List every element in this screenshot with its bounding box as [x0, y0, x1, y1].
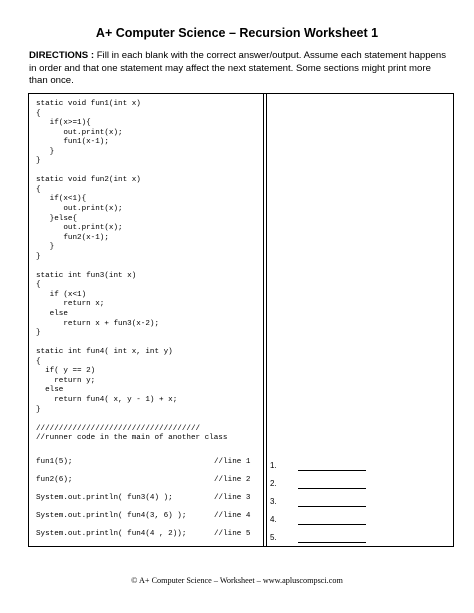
code-line: return x; [36, 300, 105, 309]
directions [29, 50, 454, 88]
code-line: }else{ [36, 214, 78, 223]
code-line: static void fun2(int x) [36, 176, 141, 185]
answer-blank[interactable] [298, 506, 366, 507]
code-line [36, 262, 260, 272]
column-divider-inner [266, 93, 267, 547]
code-line: { [36, 185, 41, 194]
code-line: else [36, 310, 68, 319]
code-line: { [36, 109, 41, 118]
code-line: out.print(x); [36, 128, 123, 137]
code-line: static void fun1(int x) [36, 100, 141, 108]
code-line: { [36, 281, 41, 290]
runner-comment: //line 5 [214, 530, 251, 538]
code-line: else [36, 386, 64, 395]
answer-blank[interactable] [298, 542, 366, 543]
code-line: static int fun4( int x, int y) [36, 348, 173, 357]
code-line: { [36, 357, 41, 366]
code-line: return y; [36, 376, 96, 385]
runner-comment: //line 2 [214, 476, 251, 484]
code-line [36, 339, 260, 349]
code-line [36, 167, 260, 177]
runner-comment: //line 3 [214, 494, 251, 502]
code-line: } [36, 329, 41, 338]
code-line: if(x>=1){ [36, 119, 91, 128]
code-line: out.print(x); [36, 205, 123, 214]
runner-comment: //line 4 [214, 512, 251, 520]
worksheet-title: A+ Computer Science – Recursion Worksheet 1 [95, 26, 379, 40]
answer-number: 3. [270, 497, 277, 506]
answer-number: 5. [270, 533, 277, 542]
code-line: if( y == 2) [36, 367, 96, 376]
answer-blank[interactable] [298, 524, 366, 525]
code-line: //////////////////////////////////// [36, 424, 201, 433]
answer-number: 4. [270, 515, 277, 524]
code-line: } [36, 252, 41, 261]
runner-statement: System.out.println( fun4(3, 6) ); [36, 512, 187, 520]
runner-comment: //line 1 [214, 458, 251, 466]
answer-blank[interactable] [298, 470, 366, 471]
column-divider [263, 93, 264, 547]
code-line: if (x<1) [36, 290, 87, 299]
runner-statement: System.out.println( fun3(4) ); [36, 494, 173, 502]
code-line [36, 415, 260, 425]
code-listing [36, 100, 260, 444]
footer: © A+ Computer Science – Worksheet – www.apluscompsci.com [131, 576, 343, 585]
answer-number: 2. [270, 479, 277, 488]
code-line: return x + fun3(x-2); [36, 319, 160, 328]
code-line: } [36, 147, 55, 156]
answer-blank[interactable] [298, 488, 366, 489]
code-line: } [36, 405, 41, 414]
code-line: } [36, 157, 41, 166]
code-line: } [36, 243, 55, 252]
code-line: //runner code in the main of another class [36, 434, 228, 443]
code-line: out.print(x); [36, 224, 123, 233]
code-line: if(x<1){ [36, 195, 87, 204]
directions-label: DIRECTIONS : [29, 50, 95, 61]
directions-line-1: Fill in each blank with the correct answer/output. Assume each statement happens [94, 50, 446, 61]
code-line: fun1(x-1); [36, 138, 109, 147]
runner-statement: System.out.println( fun4(4 , 2)); [36, 530, 187, 538]
code-line: static int fun3(int x) [36, 271, 137, 280]
code-line: return fun4( x, y - 1) + x; [36, 395, 178, 404]
answer-number: 1. [270, 461, 277, 470]
runner-statement: fun2(6); [36, 476, 73, 484]
runner-statement: fun1(5); [36, 458, 73, 466]
directions-line-2: in order and that one statement may affect the next statement. Some sections might print more [29, 62, 431, 74]
code-line: fun2(x-1); [36, 233, 109, 242]
directions-line-3: than once. [29, 75, 74, 87]
